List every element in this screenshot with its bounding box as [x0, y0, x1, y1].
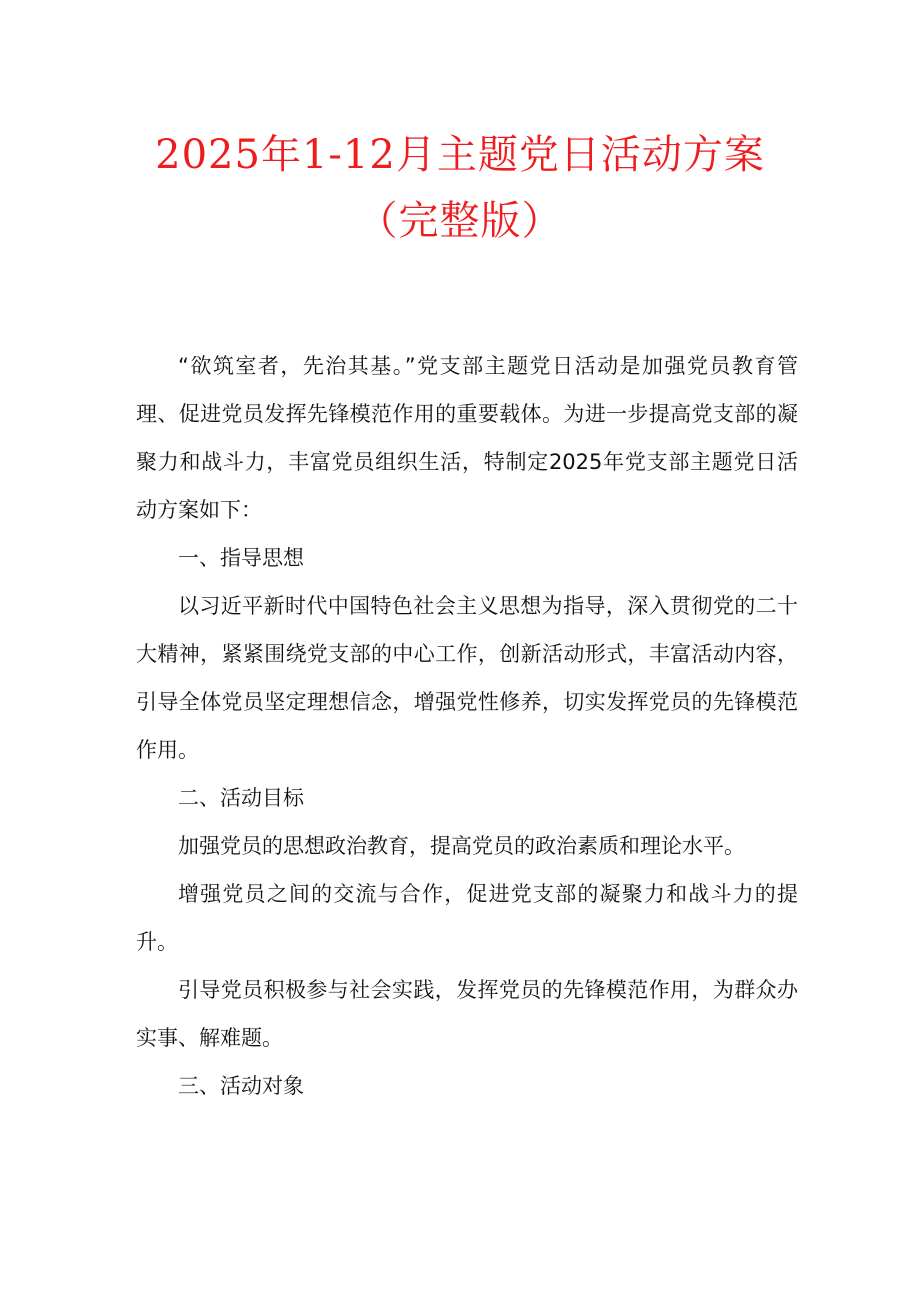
section-heading-activity-goals: 二、活动目标: [178, 786, 304, 810]
title-line-version: （完整版）: [357, 198, 563, 244]
guiding-ideology-paragraph: 以习近平新时代中国特色社会主义思想为指导，深入贯彻党的二十大精神，紧紧围绕党支部的中心工作，创新活动形式，丰富活动内容，引导全体党员坚定理想信念，增强党性修养，切实发挥党员的先锋模范作用。: [136, 594, 798, 762]
goal-paragraph-3: 引导党员积极参与社会实践，发挥党员的先锋模范作用，为群众办实事、解难题。: [136, 978, 798, 1050]
document-title: [0, 122, 920, 254]
intro-paragraph: “欲筑室者，先治其基。”党支部主题党日活动是加强党员教育管理、促进党员发挥先锋模范作用的重要载体。为进一步提高党支部的凝聚力和战斗力，丰富党员组织生活，特制定2025年党支部主题党日活动方案如下：: [136, 354, 798, 522]
goal-paragraph-2: 增强党员之间的交流与合作，促进党支部的凝聚力和战斗力的提升。: [136, 882, 798, 954]
document-body: [136, 342, 798, 1110]
goal-paragraph-1: 加强党员的思想政治教育，提高党员的政治素质和理论水平。: [178, 834, 745, 858]
title-line-main: 2025年1-12月主题党日活动方案: [155, 132, 765, 178]
section-heading-guiding-ideology: 一、指导思想: [178, 546, 304, 570]
section-heading-activity-targets: 三、活动对象: [178, 1074, 304, 1098]
